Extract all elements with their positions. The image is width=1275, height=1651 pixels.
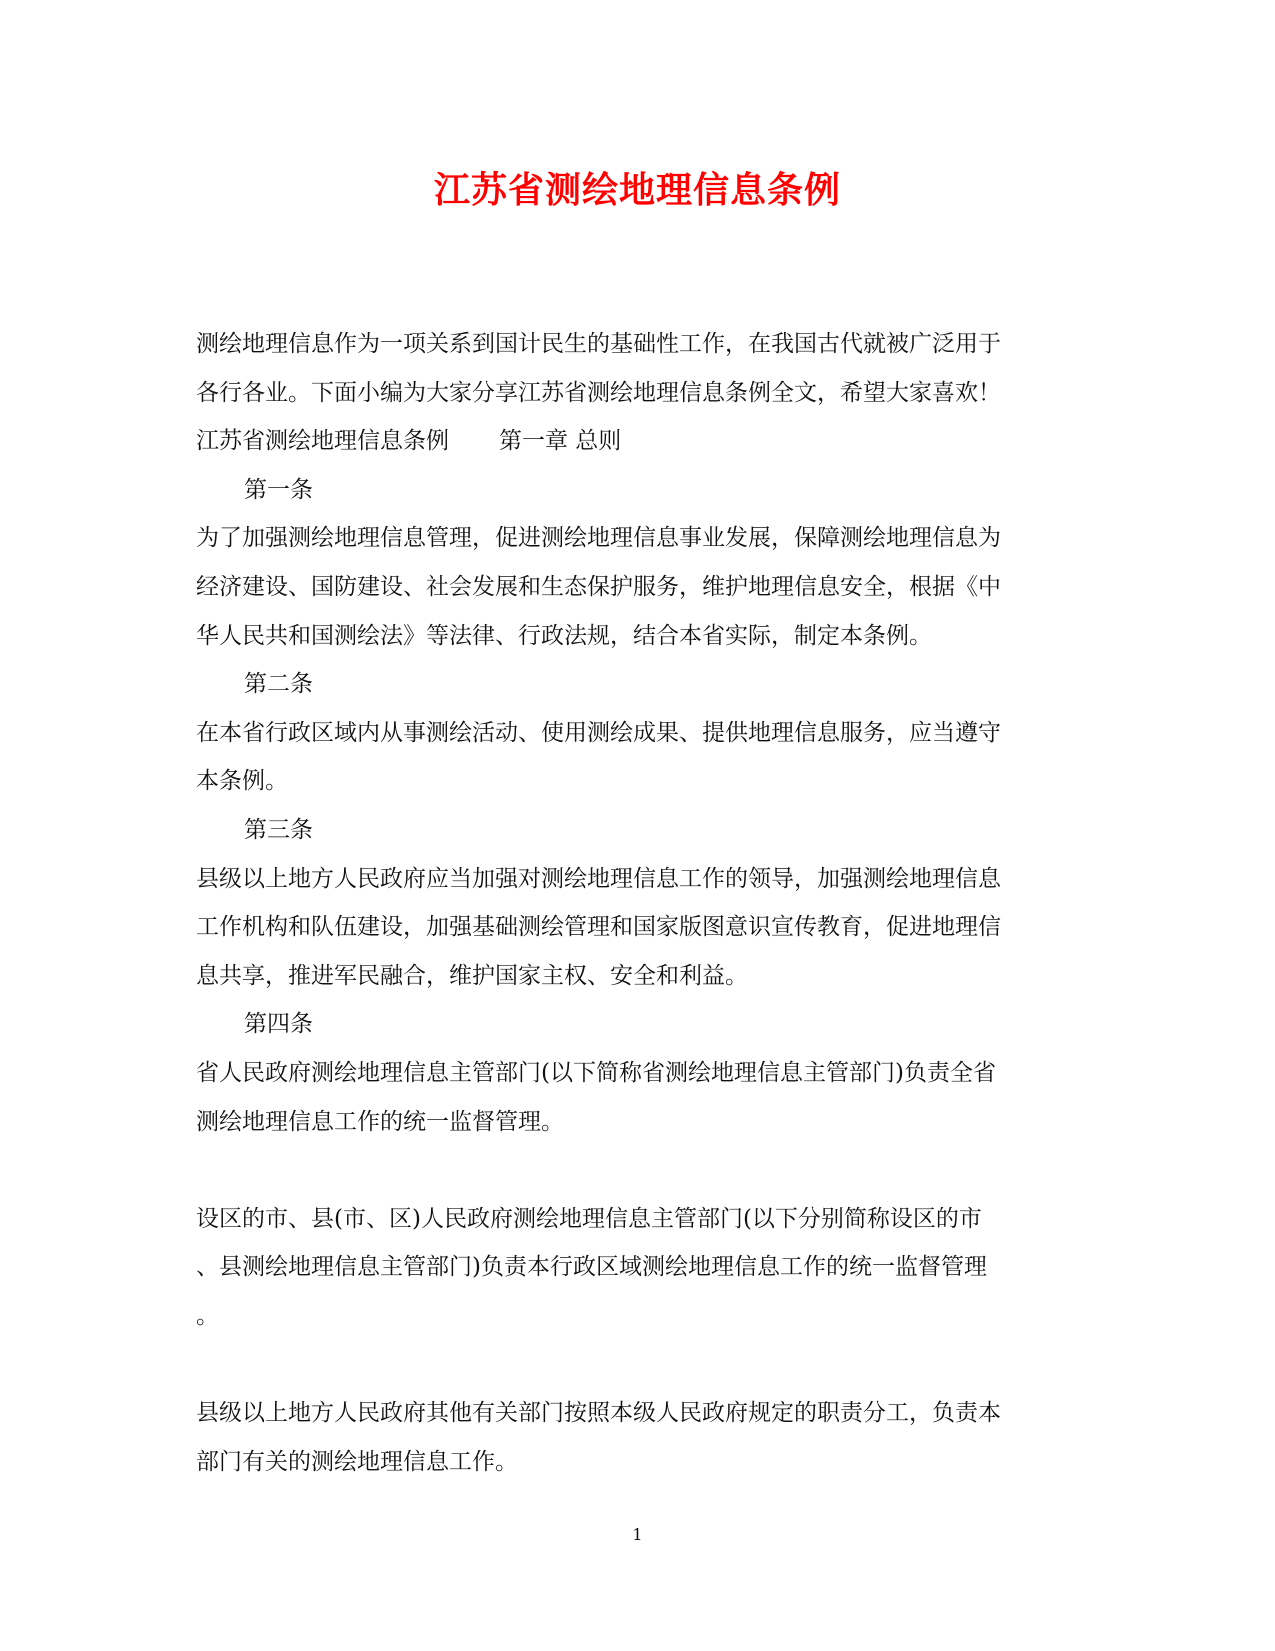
chapter-heading: 第一章 总则: [499, 428, 622, 455]
text-line: 。: [196, 1302, 219, 1329]
text-line: 测绘地理信息作为一项关系到国计民生的基础性工作，在我国古代就被广泛用于: [196, 331, 1001, 357]
text-line: 县级以上地方人民政府其他有关部门按照本级人民政府规定的职责分工，负责本: [196, 1400, 1001, 1427]
text-line: 、县测绘地理信息主管部门)负责本行政区域测绘地理信息工作的统一监督管理: [196, 1254, 987, 1281]
document-body: [196, 320, 1076, 1486]
article-heading: 第二条: [244, 671, 313, 698]
text-line: 工作机构和队伍建设，加强基础测绘管理和国家版图意识宣传教育，促进地理信: [196, 914, 1001, 941]
article-heading: 第四条: [244, 1011, 313, 1038]
text-line: 在本省行政区域内从事测绘活动、使用测绘成果、提供地理信息服务，应当遵守: [196, 719, 1001, 746]
page-number: 1: [632, 1525, 643, 1544]
article-heading: 第三条: [244, 816, 313, 843]
text-line: 各行各业。下面小编为大家分享江苏省测绘地理信息条例全文，希望大家喜欢！: [196, 379, 1001, 406]
text-line: 本条例。: [196, 768, 288, 795]
chapter-heading-line: [196, 417, 1076, 466]
text-line: 部门有关的测绘地理信息工作。: [196, 1448, 518, 1475]
text-line: 息共享，推进军民融合，维护国家主权、安全和利益。: [196, 962, 748, 989]
text-line: 经济建设、国防建设、社会发展和生态保护服务，维护地理信息安全，根据《中: [196, 573, 1001, 600]
article-heading: 第一条: [244, 476, 313, 503]
text-line: 华人民共和国测绘法》等法律、行政法规，结合本省实际，制定本条例。: [196, 622, 932, 649]
text-line: 省人民政府测绘地理信息主管部门(以下简称省测绘地理信息主管部门)负责全省: [196, 1059, 996, 1086]
text-line: 为了加强测绘地理信息管理，促进测绘地理信息事业发展，保障测绘地理信息为: [196, 525, 1001, 552]
law-name-text: 江苏省测绘地理信息条例: [196, 428, 449, 455]
document-title: 江苏省测绘地理信息条例: [433, 169, 841, 211]
text-line: 设区的市、县(市、区)人民政府测绘地理信息主管部门(以下分别简称设区的市: [196, 1205, 982, 1232]
paragraph-gap: [196, 1146, 1076, 1195]
paragraph-gap: [196, 1340, 1076, 1389]
text-line: 测绘地理信息工作的统一监督管理。: [196, 1108, 564, 1135]
text-line: 县级以上地方人民政府应当加强对测绘地理信息工作的领导，加强测绘地理信息: [196, 865, 1001, 892]
